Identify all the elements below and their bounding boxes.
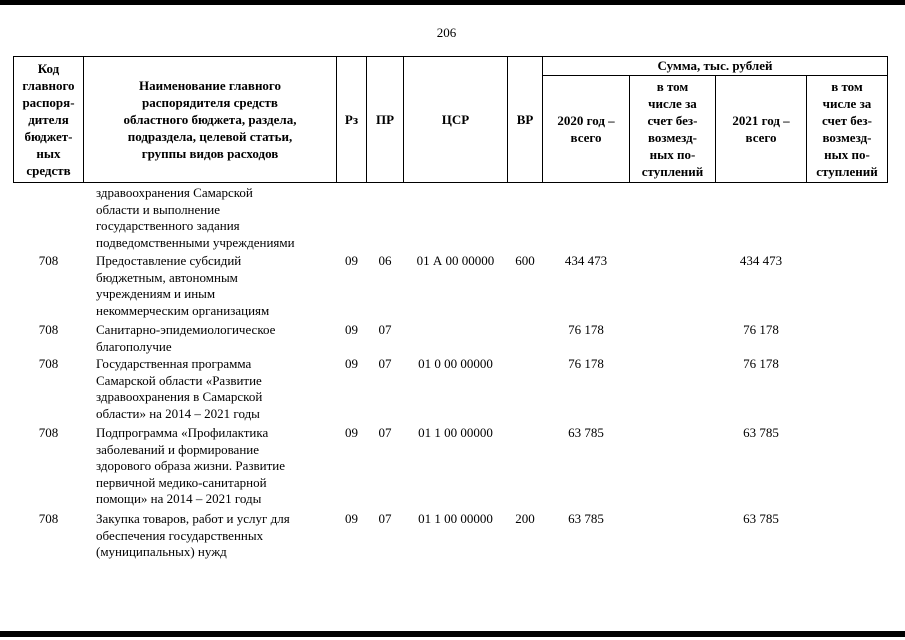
header-2020-grants xyxy=(629,75,716,183)
row-sum-2020: 63 785 xyxy=(568,425,604,440)
row-csr: 01 1 00 00000 xyxy=(418,511,493,526)
row-vr: 200 xyxy=(515,511,535,526)
page-number: 206 xyxy=(436,25,457,40)
header-2020-total-text: 2020 год – всего xyxy=(557,112,615,145)
row-csr: 01 1 00 00000 xyxy=(418,425,493,440)
row-vr: 600 xyxy=(515,253,535,268)
row-pr: 07 xyxy=(378,425,392,440)
row-sum-2020: 76 178 xyxy=(568,356,604,371)
row-code: 708 xyxy=(38,253,59,268)
row-pr: 07 xyxy=(378,511,392,526)
header-name xyxy=(83,56,337,183)
row-csr: 01 А 00 00000 xyxy=(416,253,495,268)
row-pr: 06 xyxy=(378,253,392,268)
row-pr: 07 xyxy=(378,356,392,371)
header-2021-grants-text: в том числе за счет без- возмезд- ных по- ступлений xyxy=(816,78,878,179)
row-sum-2021: 434 473 xyxy=(739,253,783,268)
header-2021-total xyxy=(715,75,807,183)
row-code: 708 xyxy=(38,356,59,371)
row-name: здравоохранения Самарской области и выполнение государственного задания подведомственными учреждениями xyxy=(96,185,295,250)
header-pr xyxy=(366,56,404,183)
row-code: 708 xyxy=(38,425,59,440)
row-code: 708 xyxy=(38,322,59,337)
header-vr xyxy=(507,56,543,183)
row-name: Предоставление субсидий бюджетным, автономным учреждениям и иным некоммерческим организациям xyxy=(96,253,270,318)
row-name: Подпрограмма «Профилактика заболеваний и формирование здорового образа жизни. Развитие первичной медико-санитарной помощи» на 2014 – 2021 годы xyxy=(96,425,285,506)
row-rz: 09 xyxy=(345,253,358,268)
row-sum-2021: 63 785 xyxy=(743,425,779,440)
header-code-text: Код главного распоря- дителя бюджет- ных средств xyxy=(22,61,75,178)
row-sum-2020: 63 785 xyxy=(568,511,604,526)
header-vr-text: ВР xyxy=(516,112,534,127)
top-border-rule xyxy=(0,0,905,5)
row-sum-2021: 76 178 xyxy=(743,356,779,371)
header-2020-grants-text: в том числе за счет без- возмезд- ных по- ступлений xyxy=(641,78,704,179)
header-2020-total xyxy=(542,75,630,183)
row-rz: 09 xyxy=(345,322,358,337)
row-name: Закупка товаров, работ и услуг для обеспечения государственных (муниципальных) нужд xyxy=(96,511,290,559)
row-rz: 09 xyxy=(345,356,358,371)
header-csr-text: ЦСР xyxy=(441,112,470,127)
row-rz: 09 xyxy=(345,425,358,440)
header-pr-text: ПР xyxy=(375,112,395,127)
row-sum-2021: 63 785 xyxy=(743,511,779,526)
row-sum-2020: 76 178 xyxy=(568,322,604,337)
row-code: 708 xyxy=(38,511,59,526)
header-rz xyxy=(336,56,367,183)
header-sum-group: Сумма, тыс. рублей xyxy=(542,56,888,76)
header-2021-total-text: 2021 год – всего xyxy=(732,112,790,145)
row-rz: 09 xyxy=(345,511,358,526)
header-csr xyxy=(403,56,508,183)
header-name-text: Наименование главного распорядителя средств областного бюджета, раздела, подраздела, целевой статьи, группы видов расходов xyxy=(123,78,297,161)
row-pr: 07 xyxy=(378,322,392,337)
row-sum-2020: 434 473 xyxy=(564,253,608,268)
header-2021-grants xyxy=(806,75,888,183)
header-rz-text: Рз xyxy=(344,112,359,127)
row-sum-2021: 76 178 xyxy=(743,322,779,337)
bottom-border-rule xyxy=(0,631,905,637)
row-csr: 01 0 00 00000 xyxy=(418,356,493,371)
row-name: Государственная программа Самарской области «Развитие здравоохранения в Самарской области» на 2014 – 2021 годы xyxy=(96,356,263,421)
row-name: Санитарно-эпидемиологическое благополучие xyxy=(96,322,276,354)
header-code xyxy=(13,56,84,183)
